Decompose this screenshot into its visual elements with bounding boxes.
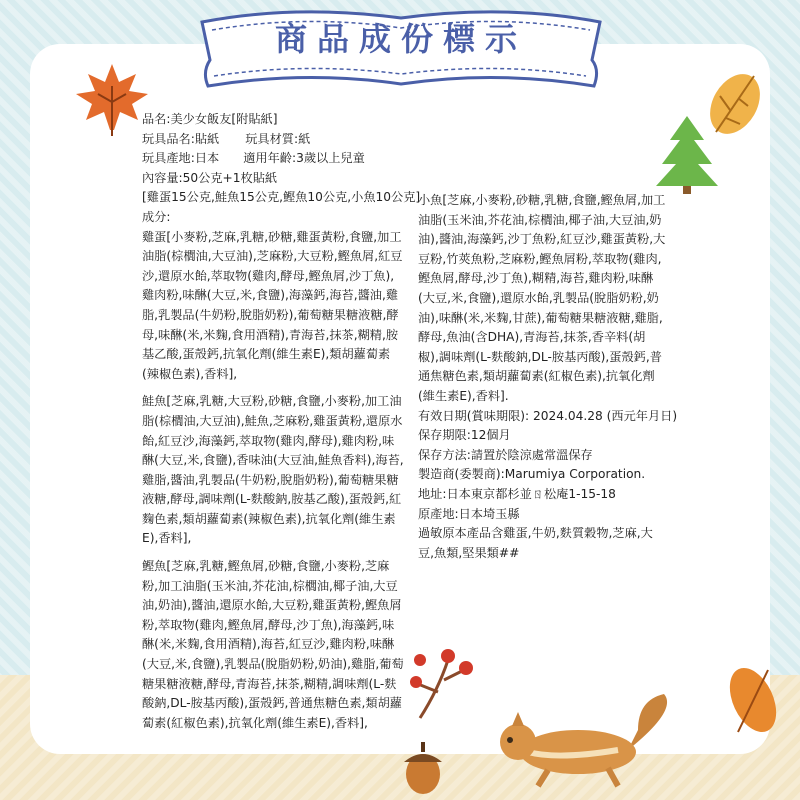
- berry-branch-icon: [408, 640, 488, 720]
- page-title: 商品成份標示: [274, 20, 527, 58]
- country-of-origin: 原產地:日本埼玉縣: [418, 506, 520, 521]
- age-range: 適用年齡:3歲以上兒童: [243, 151, 365, 166]
- ingredients-right-column: [418, 191, 678, 563]
- salmon-ingredients: 鮭魚[芝麻,乳糖,大豆粉,砂糖,食鹽,小麥粉,加工油脂(棕櫚油,大豆油),鮭魚,芝麻粉,雞蛋黃粉,還原水飴,紅豆沙,海藻鈣,萃取物(雞肉,酵母),雞肉粉,味醂(大豆,米,食鹽),香味油(大豆油,鮭魚香料),海苔,雞脂,醬油,乳製品(牛奶粉,脫脂奶粉),葡萄糖果糖液糖,酵母,調味劑(L-麩酸鈉,胺基乙酸),蛋殼鈣,紅麴色素,類胡蘿蔔素(辣椒色素),抗氧化劑(維生素E),香料],: [142, 394, 404, 546]
- flavor-weights: [雞蛋15公克,鮭魚15公克,鰹魚10公克,小魚10公克]: [142, 190, 421, 205]
- acorn-icon: [398, 740, 448, 796]
- title-banner: [196, 0, 606, 96]
- product-name: 品名:美少女飯友[附貼紙]: [142, 112, 278, 126]
- address: 地址:日本東京都杉並ㄖ松庵1-15-18: [418, 486, 616, 501]
- storage-method: 保存方法:請置於陰涼處常溫保存: [418, 447, 593, 462]
- small-fish-ingredients: 小魚[芝麻,小麥粉,砂糖,乳糖,食鹽,鰹魚屑,加工油脂(玉米油,芥花油,棕櫚油,椰子油,大豆油,奶油),醬油,海藻鈣,沙丁魚粉,紅豆沙,雞蛋黃粉,大豆粉,竹莢魚粉,芝麻粉,鰹魚屑粉,萃取物(雞肉,鰹魚屑,酵母,沙丁魚),糊精,海苔,雞肉粉,味醂(大豆,米,食鹽),還原水飴,乳製品(脫脂奶粉,奶油),味醂(米,米麴,甘蔗),葡萄糖果糖液糖,雞脂,酵母,魚油(含DHA),青海苔,抹茶,香辛料(胡椒),調味劑(L-麩酸鈉,DL-胺基丙酸),蛋殼鈣,普通焦糖色素,類胡蘿蔔素(紅椒色素),抗氧化劑(維生素E),香料].: [418, 193, 666, 403]
- egg-ingredients: 雞蛋[小麥粉,芝麻,乳糖,砂糖,雞蛋黃粉,食鹽,加工油脂(棕櫚油,大豆油),芝麻粉,大豆粉,鰹魚屑,紅豆沙,還原水飴,萃取物(雞肉,酵母,鰹魚屑,沙丁魚),雞肉粉,味醂(大豆,米,食鹽),海藻鈣,海苔,醬油,雞脂,乳製品(牛奶粉,脫脂奶粉),葡萄糖果糖液糖,酵母,味醂(米,米麴,食用酒精),青海苔,抹茶,糊精,胺基乙酸,蛋殼鈣,抗氧化劑(維生素E),類胡蘿蔔素(辣椒色素),香料],: [142, 229, 403, 381]
- shelf-life: 保存期限:12個月: [418, 428, 511, 443]
- content-amount: 內容量:50公克+1枚貼紙: [142, 170, 278, 185]
- expiry-date: 有效日期(賞味期限): 2024.04.28 (西元年月日): [418, 408, 678, 423]
- toy-name: 玩具品名:貼紙: [142, 131, 220, 146]
- allergen-info: 過敏原本產品含雞蛋,牛奶,麩質穀物,芝麻,大豆,魚類,堅果類##: [418, 526, 653, 560]
- autumn-leaf-icon: [718, 660, 788, 740]
- ingredients-left-column: [142, 110, 421, 733]
- origin-age-row: [142, 149, 404, 169]
- toy-origin: 玩具產地:日本: [142, 151, 220, 166]
- maple-leaf-icon: [72, 58, 152, 138]
- bonito-ingredients: 鰹魚[芝麻,乳糖,鰹魚屑,砂糖,食鹽,小麥粉,芝麻粉,加工油脂(玉米油,芥花油,棕櫚油,椰子油,大豆油,奶油),醬油,還原水飴,大豆粉,雞蛋黃粉,鰹魚屑粉,萃取物(雞肉,鰹魚屑,酵母,沙丁魚),海藻鈣,味醂(米,米麴,食用酒精),海苔,紅豆沙,雞肉粉,味醂(大豆,米,食鹽),乳製品(脫脂奶粉,奶油),雞脂,葡萄糖果糖液糖,酵母,青海苔,抹茶,糊精,調味劑(L-麩酸鈉,DL-胺基丙酸),蛋殼鈣,普通焦糖色素,類胡蘿蔔素(紅椒色素),抗氧化劑(維生素E),香料],: [142, 559, 404, 730]
- manufacturer: 製造商(委製商):Marumiya Corporation.: [418, 467, 646, 482]
- toy-material: 玩具材質:紙: [245, 131, 311, 146]
- tree-icon: [654, 114, 720, 194]
- toy-info-row: [142, 130, 404, 150]
- squirrel-icon: [488, 690, 678, 790]
- ingredients-label: 成分:: [142, 209, 171, 224]
